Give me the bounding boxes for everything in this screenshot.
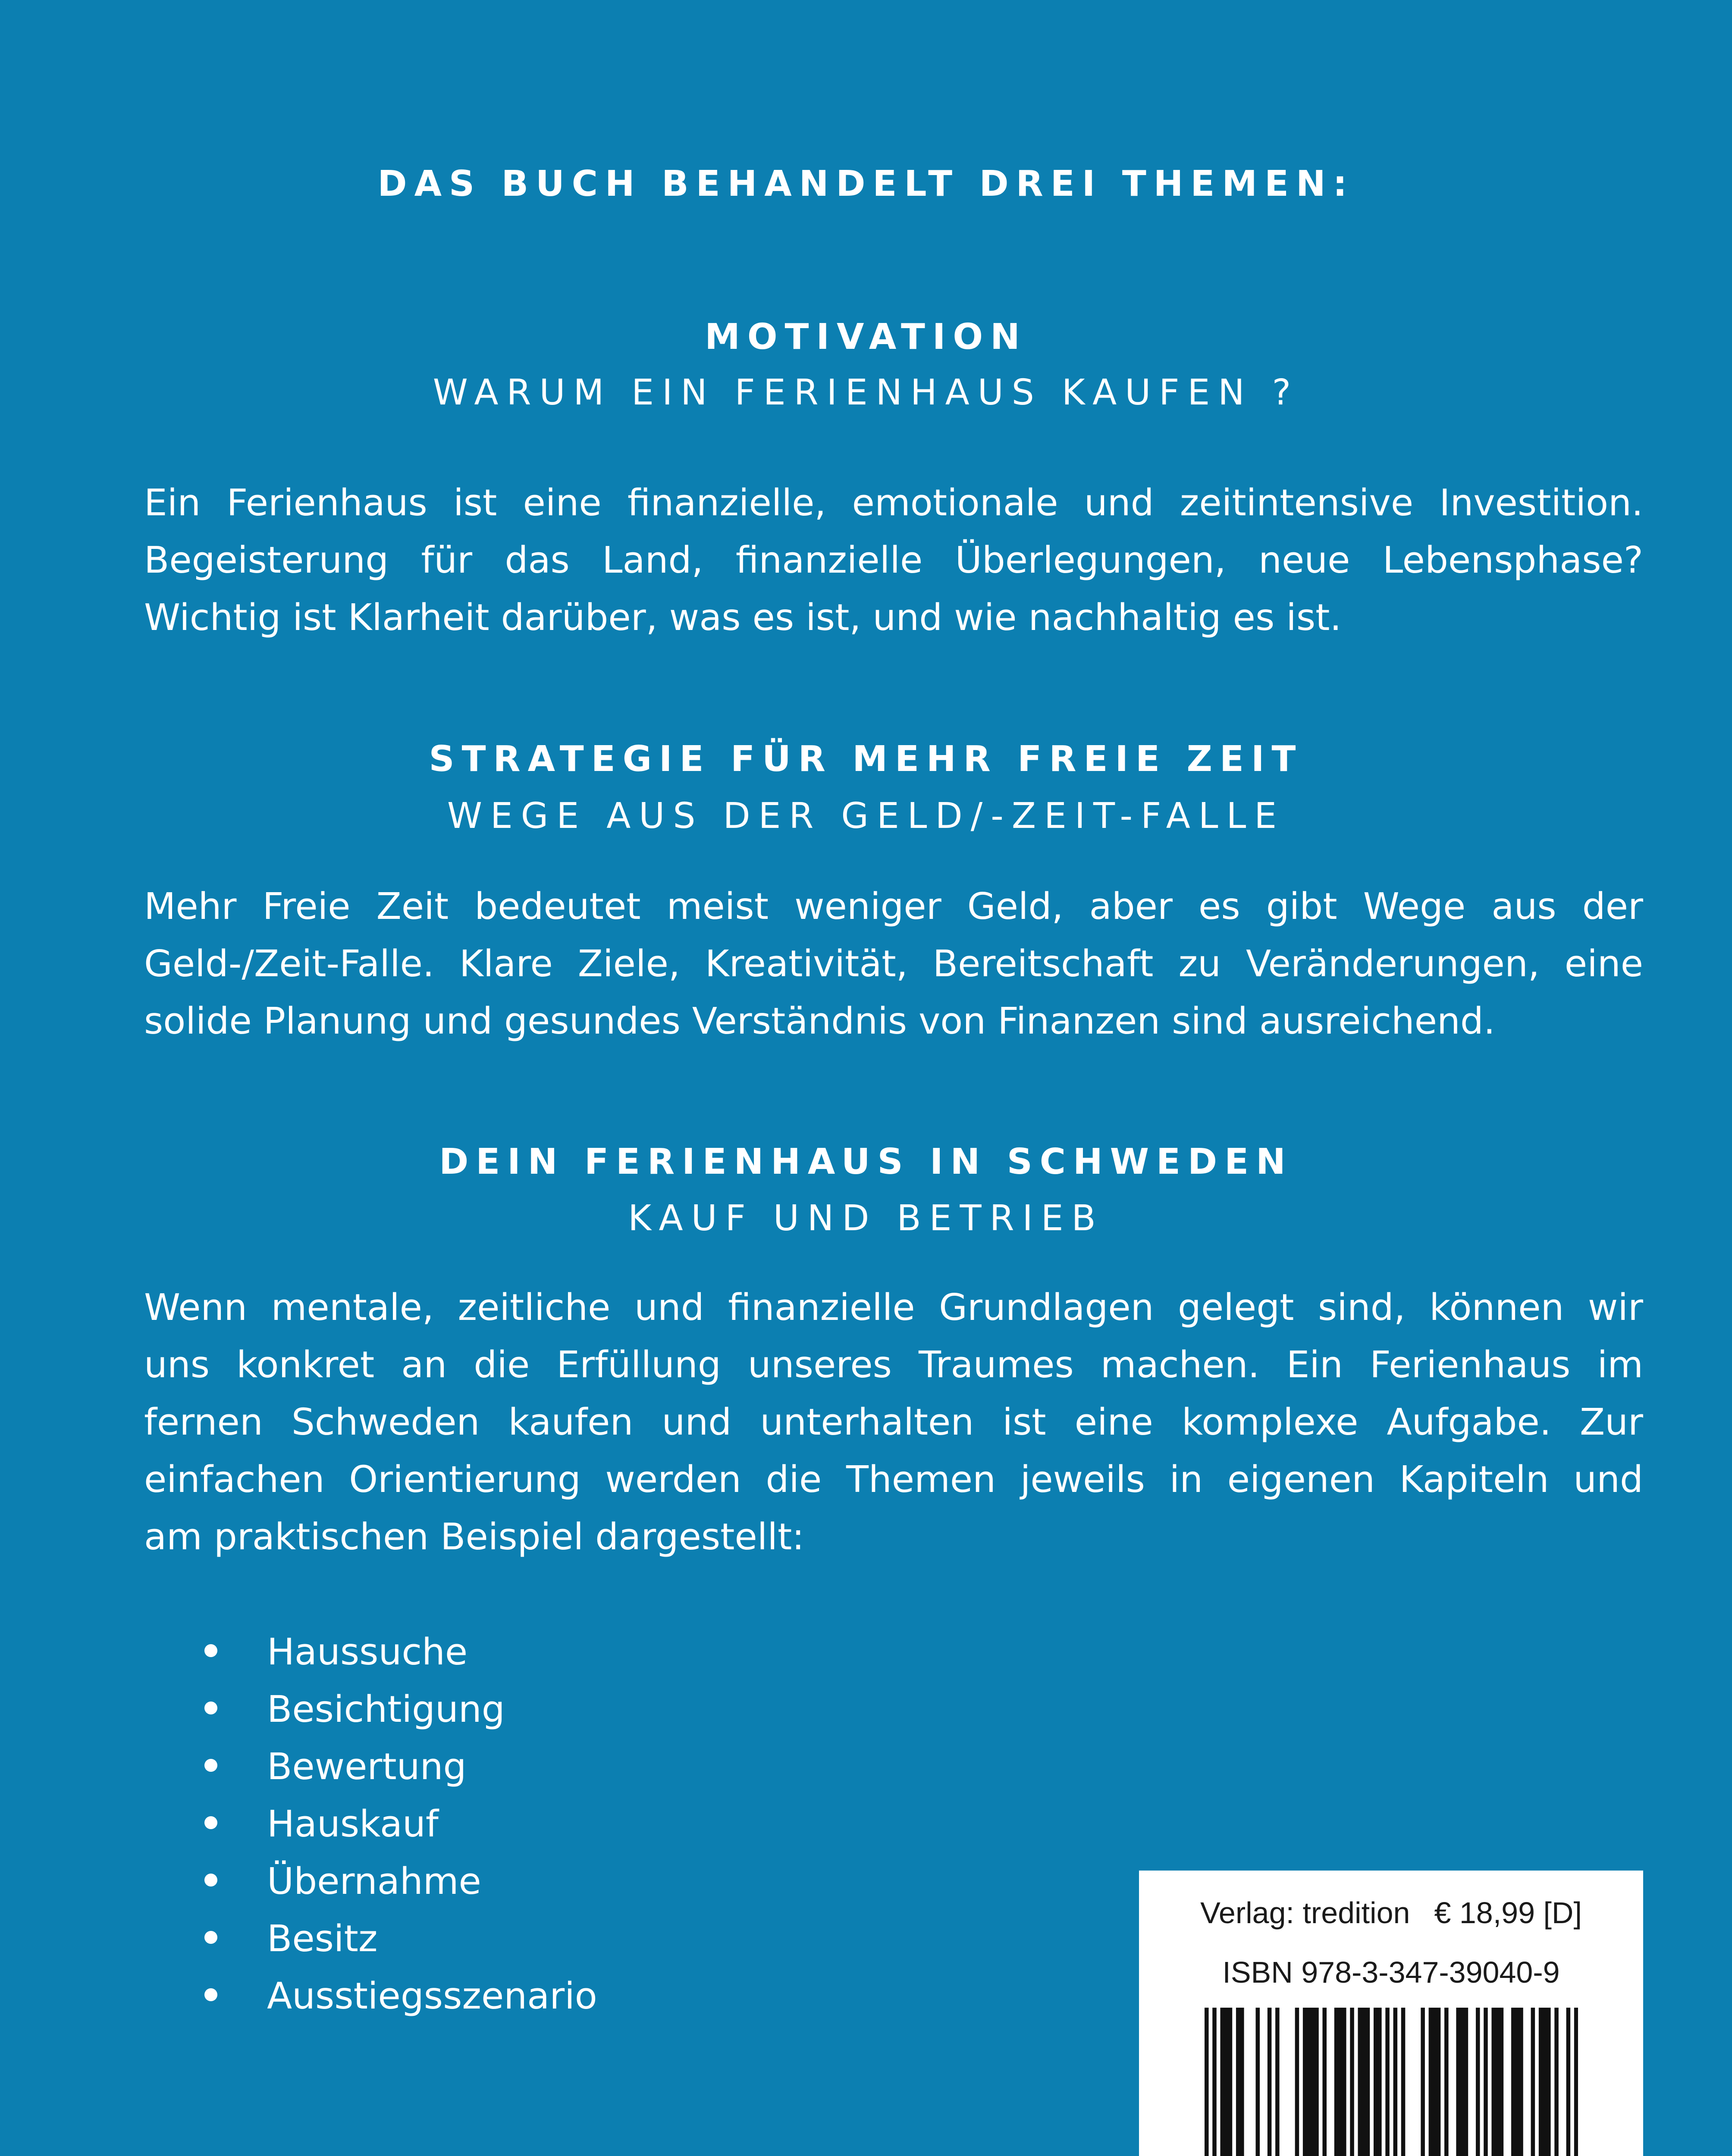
barcode-bar <box>1303 2008 1307 2156</box>
barcode-bar <box>1322 2008 1327 2156</box>
bullet-dot-icon <box>204 1988 217 2001</box>
barcode-bar <box>1484 2008 1488 2156</box>
list-item: Besichtigung <box>204 1681 597 1738</box>
barcode-bar <box>1268 2008 1272 2156</box>
barcode-bar <box>1433 2008 1437 2156</box>
barcode-bar <box>1334 2008 1339 2156</box>
barcode-bar <box>1240 2008 1244 2156</box>
section-title-motivation: MOTIVATION <box>705 317 1027 357</box>
bullet-dot-icon <box>204 1816 217 1829</box>
barcode-bar <box>1460 2008 1465 2156</box>
bullet-dot-icon <box>204 1931 217 1944</box>
barcode-bar <box>1374 2008 1378 2156</box>
barcode-bar <box>1476 2008 1480 2156</box>
barcode-bar <box>1539 2008 1543 2156</box>
barcode-bar <box>1350 2008 1354 2156</box>
barcode-bar <box>1228 2008 1233 2156</box>
barcode-bar <box>1519 2008 1523 2156</box>
paragraph-line: Geld-/Zeit-Falle. Klare Ziele, Kreativität, Bereitschaft zu Veränderungen, eine <box>144 943 1643 985</box>
barcode-bar <box>1464 2008 1468 2156</box>
barcode-bar <box>1574 2008 1578 2156</box>
barcode-bar <box>1547 2008 1551 2156</box>
bullet-dot-icon <box>204 1702 217 1714</box>
section-subtitle-motivation: WARUM EIN FERIENHAUS KAUFEN ? <box>433 372 1299 413</box>
barcode-bar <box>1437 2008 1441 2156</box>
barcode-bar <box>1307 2008 1311 2156</box>
bullet-dot-icon <box>204 1644 217 1657</box>
paragraph-line: Begeisterung für das Land, finanzielle Überlegungen, neue Lebensphase? <box>144 539 1643 582</box>
barcode-bar <box>1511 2008 1516 2156</box>
paragraph-line: fernen Schweden kaufen und unterhalten ist eine komplexe Aufgabe. Zur <box>144 1401 1643 1444</box>
section-subtitle-strategie: WEGE AUS DER GELD/-ZEIT-FALLE <box>447 796 1285 837</box>
bullet-dot-icon <box>204 1874 217 1887</box>
barcode-bar <box>1385 2008 1390 2156</box>
barcode-bar <box>1358 2008 1362 2156</box>
price-label: € 18,99 [D] <box>1434 1896 1582 1930</box>
barcode-bar <box>1554 2008 1559 2156</box>
list-item: Bewertung <box>204 1738 597 1796</box>
barcode-bar <box>1444 2008 1449 2156</box>
section-title-ferienhaus: DEIN FERIENHAUS IN SCHWEDEN <box>439 1141 1293 1182</box>
barcode-bar <box>1212 2008 1217 2156</box>
barcode-bar <box>1401 2008 1406 2156</box>
paragraph-line: am praktischen Beispiel dargestellt: <box>144 1516 804 1558</box>
barcode-bar <box>1456 2008 1460 2156</box>
paragraph-line: solide Planung und gesundes Verständnis von Finanzen sind ausreichend. <box>144 1000 1495 1043</box>
barcode-bar <box>1421 2008 1425 2156</box>
barcode-bar <box>1236 2008 1240 2156</box>
barcode-bar <box>1500 2008 1504 2156</box>
list-item: Übernahme <box>204 1853 597 1910</box>
barcode-bar <box>1566 2008 1571 2156</box>
list-item: Hauskauf <box>204 1796 597 1853</box>
paragraph-strategie <box>144 878 1643 1050</box>
barcode-bar <box>1315 2008 1319 2156</box>
barcode-bar <box>1543 2008 1547 2156</box>
bullet-dot-icon <box>204 1759 217 1772</box>
paragraph-line: Wenn mentale, zeitliche und finanzielle Grundlagen gelegt sind, können wir <box>144 1286 1643 1329</box>
topic-list <box>204 1623 597 2025</box>
barcode-bar <box>1342 2008 1346 2156</box>
section-title-strategie: STRATEGIE FÜR MEHR FREIE ZEIT <box>429 739 1303 780</box>
barcode-bar <box>1429 2008 1433 2156</box>
main-heading: DAS BUCH BEHANDELT DREI THEMEN: <box>377 163 1355 204</box>
barcode-bar <box>1205 2008 1209 2156</box>
paragraph-line: uns konkret an die Erfüllung unseres Traumes machen. Ein Ferienhaus im <box>144 1344 1643 1386</box>
barcode-bar <box>1256 2008 1260 2156</box>
paragraph-line: Ein Ferienhaus ist eine finanzielle, emotionale und zeitintensive Investition. <box>144 482 1643 524</box>
isbn-label: ISBN 978-3-347-39040-9 <box>1222 1955 1560 1989</box>
section-subtitle-ferienhaus: KAUF UND BETRIEB <box>628 1198 1104 1239</box>
barcode-bar <box>1515 2008 1519 2156</box>
barcode-bar <box>1220 2008 1224 2156</box>
paragraph-motivation <box>144 474 1643 646</box>
barcode-bar <box>1295 2008 1299 2156</box>
barcode-bar <box>1393 2008 1398 2156</box>
barcode-bar <box>1491 2008 1496 2156</box>
barcode-image <box>1205 2008 1578 2156</box>
barcode-bar <box>1366 2008 1370 2156</box>
barcode-bar <box>1531 2008 1535 2156</box>
barcode-bar <box>1338 2008 1343 2156</box>
barcode-bar <box>1224 2008 1229 2156</box>
publisher-price-line <box>1139 1896 1643 1930</box>
barcode-bar <box>1362 2008 1366 2156</box>
paragraph-line: Mehr Freie Zeit bedeutet meist weniger Geld, aber es gibt Wege aus der <box>144 885 1643 928</box>
barcode-box <box>1139 1871 1643 2156</box>
barcode-bar <box>1496 2008 1500 2156</box>
barcode-bar <box>1311 2008 1315 2156</box>
publisher-label: Verlag: tredition <box>1200 1896 1410 1930</box>
barcode-bar <box>1275 2008 1280 2156</box>
paragraph-line: Wichtig ist Klarheit darüber, was es ist, und wie nachhaltig es ist. <box>144 596 1342 639</box>
barcode-bar <box>1377 2008 1382 2156</box>
list-item: Ausstiegsszenario <box>204 1968 597 2025</box>
list-item: Haussuche <box>204 1623 597 1681</box>
paragraph-line: einfachen Orientierung werden die Themen jeweils in eigenen Kapiteln und <box>144 1458 1643 1501</box>
paragraph-ferienhaus <box>144 1279 1643 1566</box>
list-item: Besitz <box>204 1910 597 1968</box>
